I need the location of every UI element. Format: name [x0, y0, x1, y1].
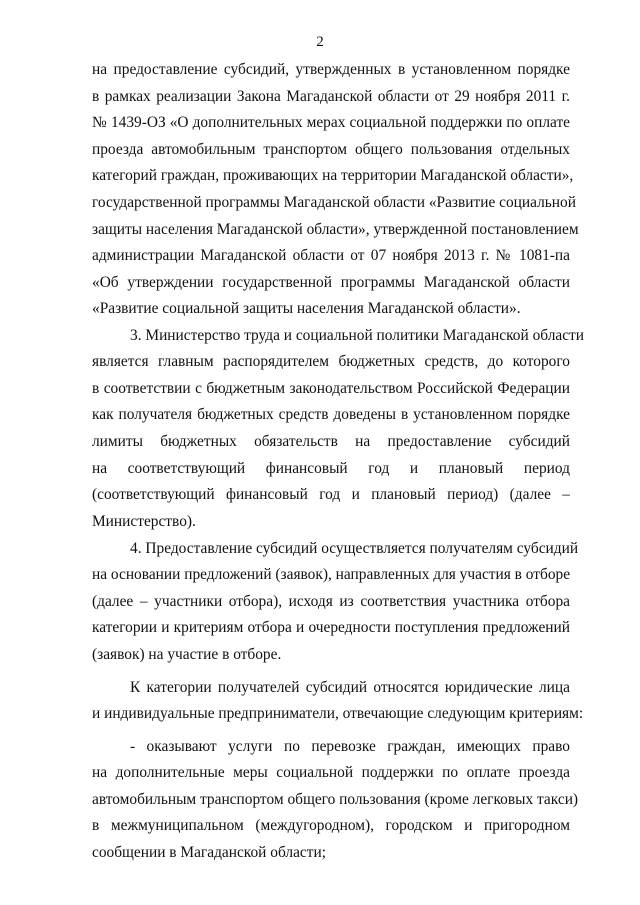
paragraph-1-line-9: «Об утверждении государственной программы Магаданской области	[92, 274, 570, 291]
paragraph-2-line-8: Министерство).	[92, 513, 196, 530]
paragraph-5-line-2: на дополнительные меры социальной поддержки по оплате проезда	[92, 764, 570, 781]
paragraph-5-line-3: автомобильным транспортом общего пользования (кроме легковых такси)	[92, 791, 579, 808]
paragraph-2-line-2: является главным распорядителем бюджетных средств, до которого	[92, 353, 570, 370]
paragraph-2-line-5: лимиты бюджетных обязательств на предоставление субсидий	[92, 433, 570, 450]
page-number: 2	[316, 34, 324, 50]
paragraph-2-line-6: на соответствующий финансовый год и плановый период	[92, 460, 570, 477]
paragraph-3-line-4: категории и критериям отбора и очередности поступления предложений	[92, 619, 570, 636]
paragraph-3-line-1: 4. Предоставление субсидий осуществляется получателям субсидий	[130, 540, 579, 557]
paragraph-1-line-2: в рамках реализации Закона Магаданской области от 29 ноября 2011 г.	[92, 88, 570, 105]
paragraph-5-line-4: в межмуниципальном (междугородном), городском и пригородном	[92, 817, 570, 834]
paragraph-2-line-3: в соответствии с бюджетным законодательством Российской Федерации	[92, 380, 570, 397]
paragraph-5-line-5: сообщении в Магаданской области;	[92, 844, 326, 861]
paragraph-1-line-3: № 1439-ОЗ «О дополнительных мерах социальной поддержки по оплате	[92, 114, 570, 131]
paragraph-2-line-1: 3. Министерство труда и социальной политики Магаданской области	[130, 327, 585, 344]
paragraph-5-line-1: - оказывают услуги по перевозке граждан, имеющих право	[130, 738, 570, 755]
paragraph-2-line-7: (соответствующий финансовый год и плановый период) (далее –	[92, 486, 570, 503]
paragraph-1-line-4: проезда автомобильным транспортом общего пользования отдельных	[92, 141, 570, 158]
paragraph-1-line-10: «Развитие социальной защиты населения Магаданской области».	[92, 300, 521, 317]
paragraph-4-line-2: и индивидуальные предприниматели, отвечающие следующим критериям:	[92, 705, 584, 722]
paragraph-1-line-1: на предоставление субсидий, утвержденных в установленном порядке	[92, 61, 570, 78]
paragraph-3-line-2: на основании предложений (заявок), направленных для участия в отборе	[92, 566, 571, 583]
paragraph-1-line-5: категорий граждан, проживающих на территории Магаданской области»,	[92, 167, 574, 184]
paragraph-2-line-4: как получателя бюджетных средств доведены в установленном порядке	[92, 406, 570, 423]
paragraph-1-line-7: защиты населения Магаданской области», утвержденной постановлением	[92, 221, 579, 238]
paragraph-1-line-8: администрации Магаданской области от 07 ноября 2013 г. № 1081-па	[92, 247, 570, 264]
paragraph-1-line-6: государственной программы Магаданской области «Развитие социальной	[92, 194, 576, 211]
paragraph-4-line-1: К категории получателей субсидий относятся юридические лица	[130, 679, 570, 696]
paragraph-3-line-3: (далее – участники отбора), исходя из соответствия участника отбора	[92, 593, 570, 610]
paragraph-3-line-5: (заявок) на участие в отборе.	[92, 646, 282, 663]
